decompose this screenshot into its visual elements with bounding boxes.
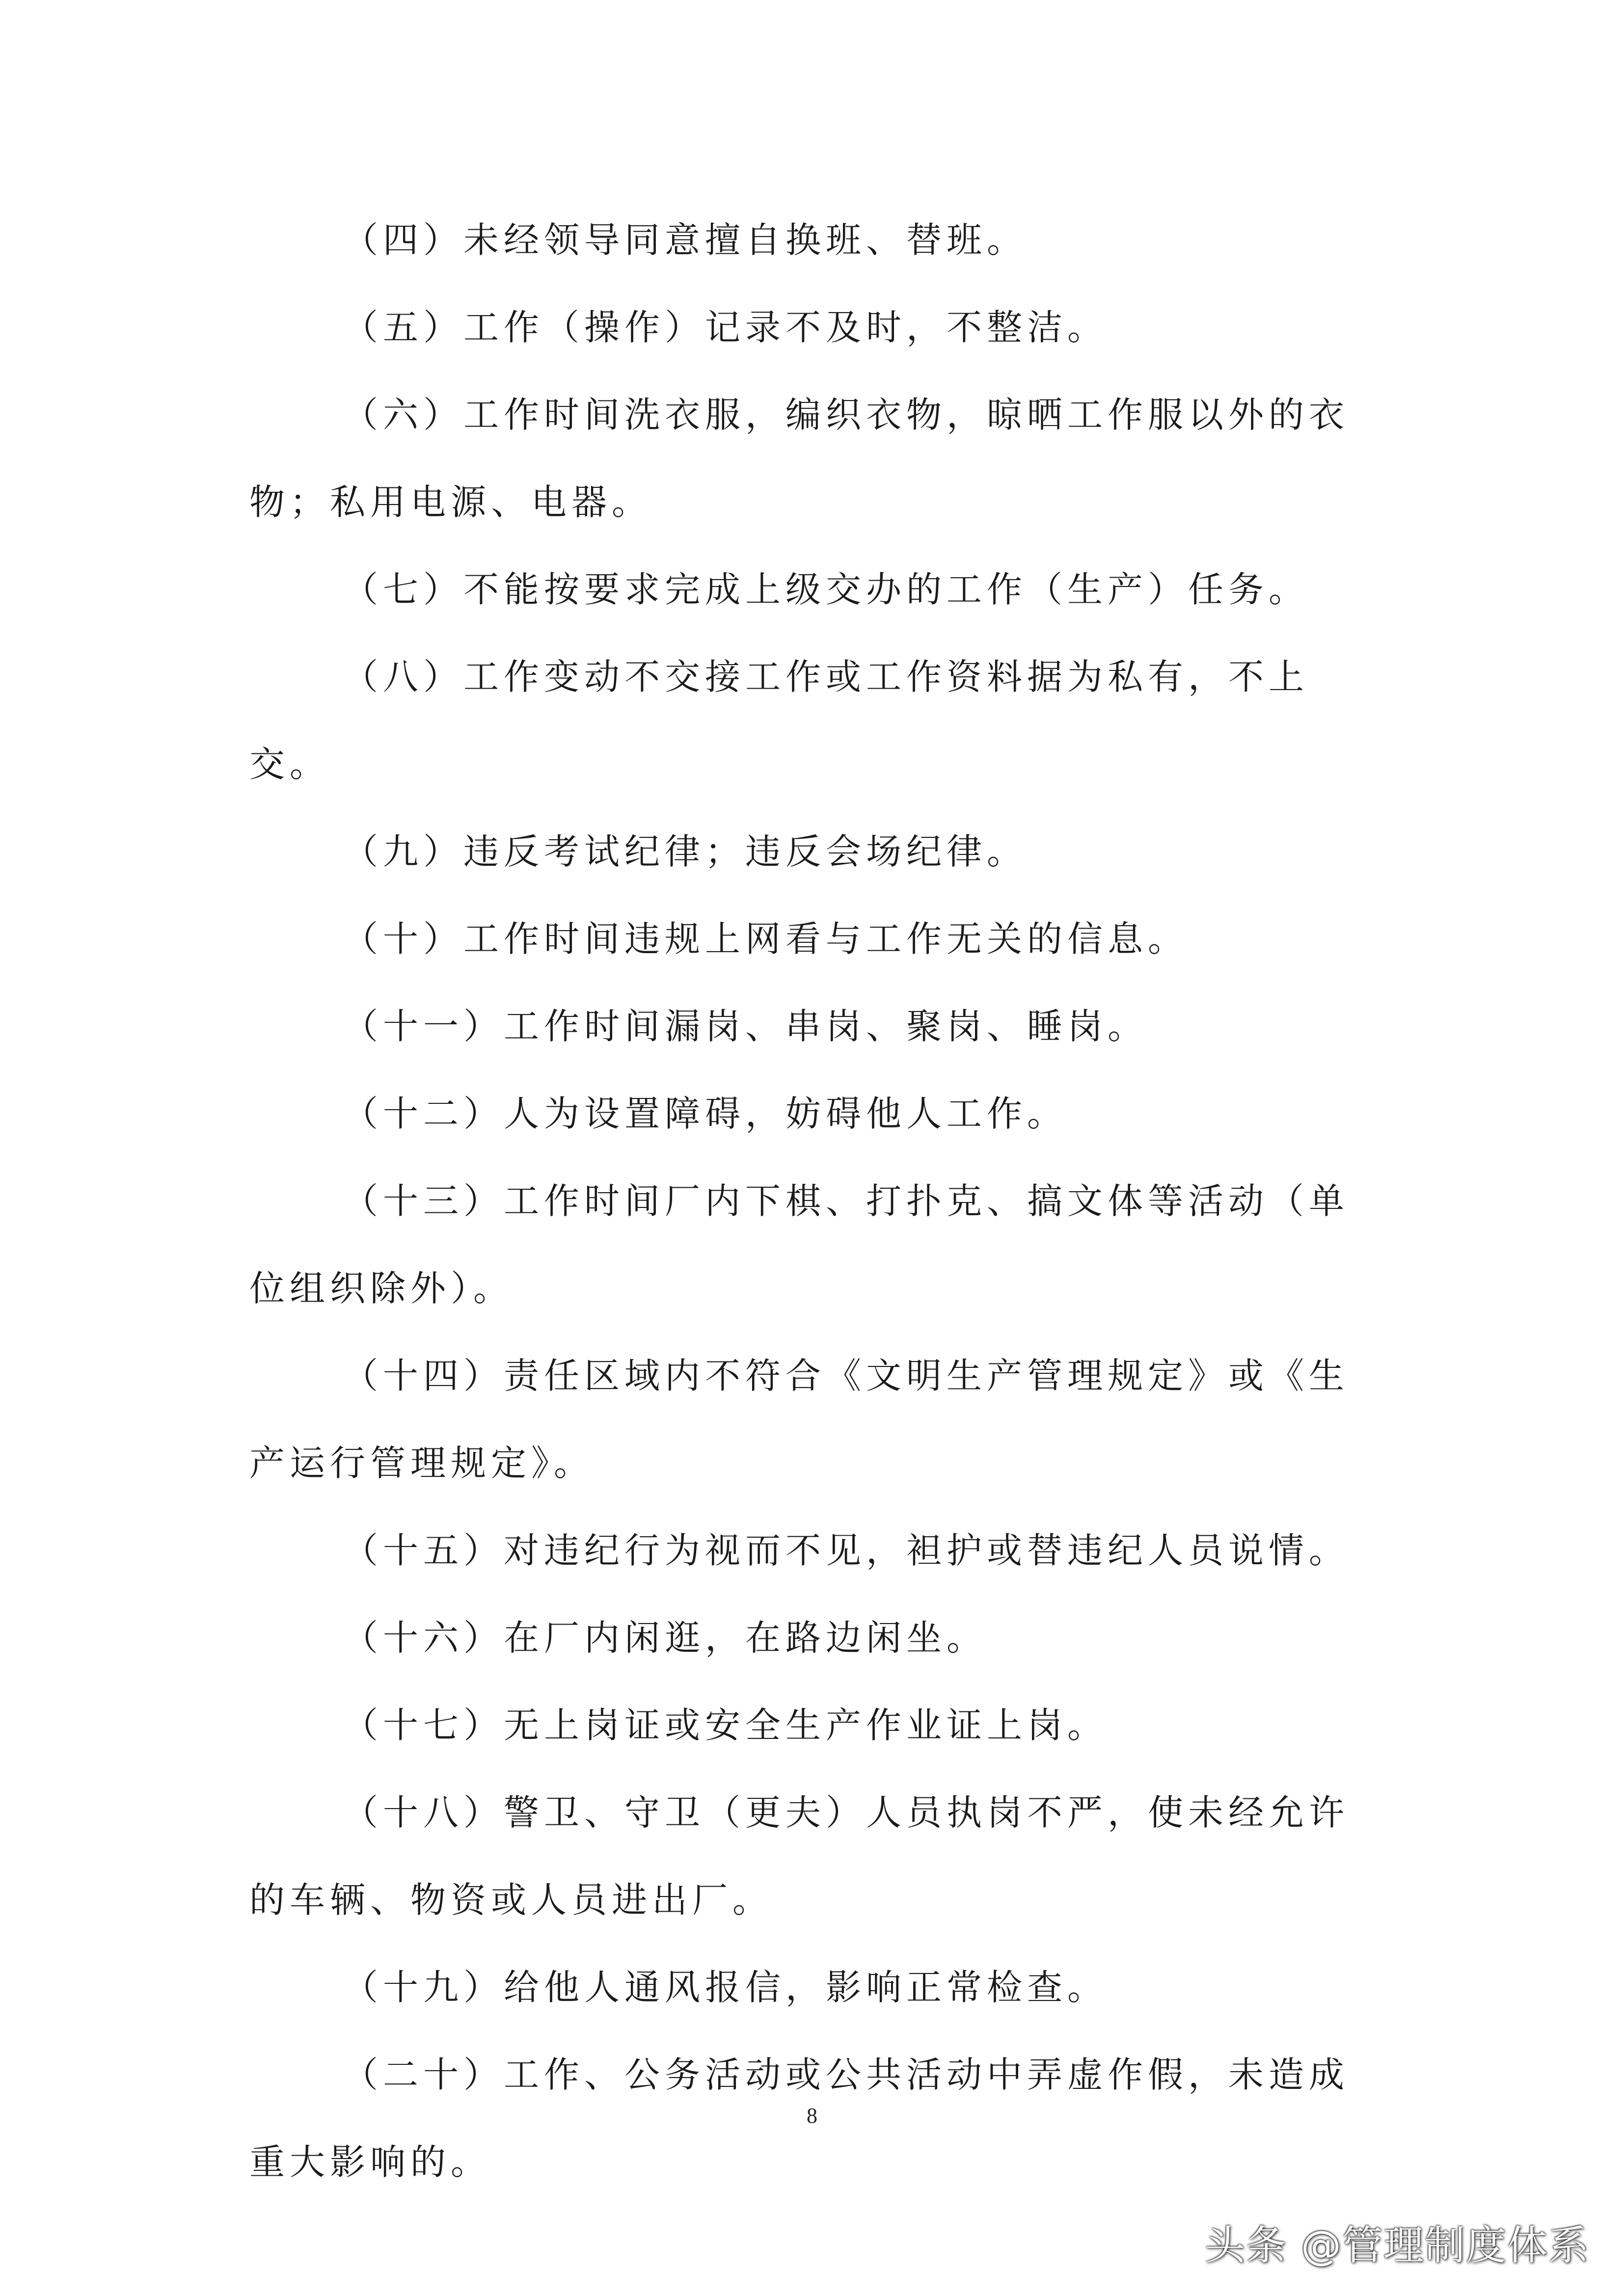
paragraph-8: （八）工作变动不交接工作或工作资料据为私有，不上交。 (249, 656, 1309, 785)
paragraph-9: （九）违反考试纪律；违反会场纪律。 (343, 831, 1028, 872)
paragraph-16: （十六）在厂内闲逛，在路边闲坐。 (343, 1617, 987, 1658)
paragraph-13: （十三）工作时间厂内下棋、打扑克、搞文体等活动（单位组织除外）。 (249, 1180, 1350, 1309)
paragraph-6: （六）工作时间洗衣服，编织衣物，晾晒工作服以外的衣物；私用电源、电器。 (249, 394, 1350, 523)
paragraph-4: （四）未经领导同意擅自换班、替班。 (343, 219, 1028, 261)
paragraph-7: （七）不能按要求完成上级交办的工作（生产）任务。 (343, 569, 1309, 610)
paragraph-17: （十七）无上岗证或安全生产作业证上岗。 (343, 1705, 1108, 1746)
paragraph-18: （十八）警卫、守卫（更夫）人员执岗不严，使未经允许的车辆、物资或人员进出厂。 (249, 1792, 1350, 1921)
paragraph-15: （十五）对违纪行为视而不见，袒护或替违纪人员说情。 (343, 1530, 1350, 1571)
document-body (249, 196, 1359, 2206)
paragraph-5: （五）工作（操作）记录不及时，不整洁。 (343, 307, 1108, 348)
paragraph-10: （十）工作时间违规上网看与工作无关的信息。 (343, 918, 1189, 960)
paragraph-11: （十一）工作时间漏岗、串岗、聚岗、睡岗。 (343, 1006, 1148, 1047)
paragraph-12: （十二）人为设置障碍，妨碍他人工作。 (343, 1093, 1068, 1134)
paragraph-20: （二十）工作、公务活动或公共活动中弄虚作假，未造成重大影响的。 (249, 2054, 1350, 2183)
paragraph-14: （十四）责任区域内不符合《文明生产管理规定》或《生产运行管理规定》。 (249, 1355, 1350, 1484)
page-number: 8 (807, 2104, 817, 2128)
paragraph-19: （十九）给他人通风报信，影响正常检查。 (343, 1967, 1108, 2008)
watermark-text: 头条 @管理制度体系 (1204, 2222, 1590, 2269)
